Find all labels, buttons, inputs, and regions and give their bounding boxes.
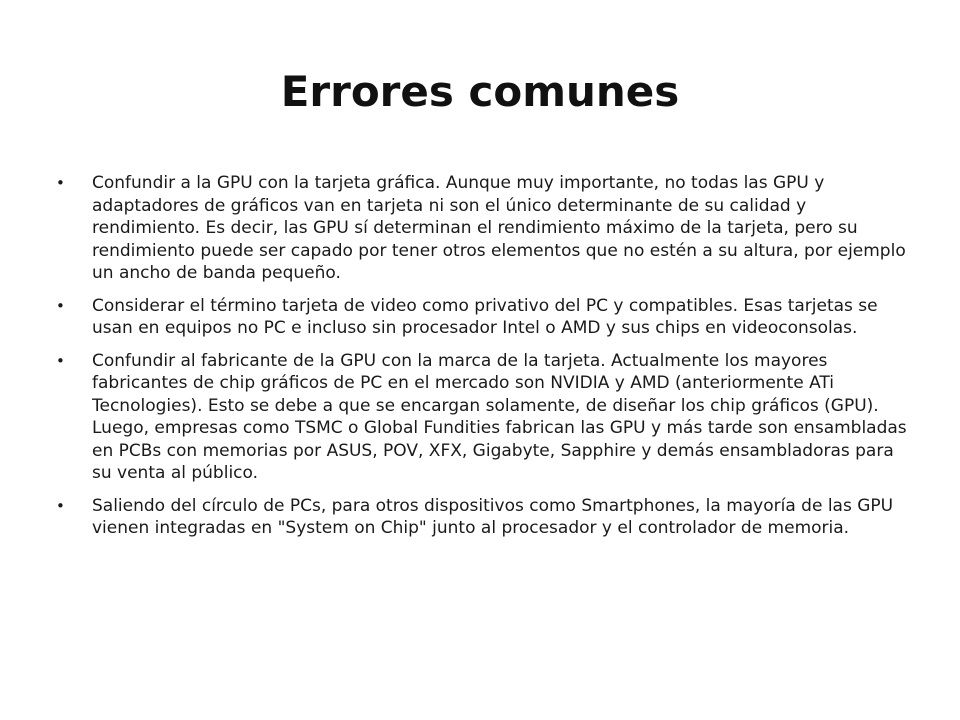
bullet-text: Confundir al fabricante de la GPU con la marca de la tarjeta. Actualmente los mayores fabricantes de chip gráficos de PC en el mercado son NVIDIA y AMD (anteriormente ATi Tecnologies). Esto se debe a que se encargan solamente, de diseñar los chip gráficos (GPU). Luego, empresas como TSMC o Global Fundities fabrican las GPU y más tarde son ensambladas en PCBs con memorias por ASUS, POV, XFX, Gigabyte, Sapphire y demás ensambladoras para su venta al público. bbox=[92, 350, 907, 483]
bullet-icon: • bbox=[56, 496, 65, 515]
bullet-list bbox=[56, 172, 916, 550]
slide-title: Errores comunes bbox=[280, 67, 680, 116]
bullet-text: Considerar el término tarjeta de video como privativo del PC y compatibles. Esas tarjetas se usan en equipos no PC e incluso sin procesador Intel o AMD y sus chips en videoconsolas. bbox=[92, 295, 878, 338]
bullet-item bbox=[56, 350, 916, 485]
bullet-item bbox=[56, 295, 916, 340]
bullet-text: Saliendo del círculo de PCs, para otros dispositivos como Smartphones, la mayoría de las GPU vienen integradas en "System on Chip" junto al procesador y el controlador de memoria. bbox=[92, 495, 894, 538]
bullet-text: Confundir a la GPU con la tarjeta gráfica. Aunque muy importante, no todas las GPU y adaptadores de gráficos van en tarjeta ni son el único determinante de su calidad y rendimiento. Es decir, las GPU sí determinan el rendimiento máximo de la tarjeta, pero su rendimiento puede ser capado por tener otros elementos que no estén a su altura, por ejemplo un ancho de banda pequeño. bbox=[92, 173, 906, 283]
bullet-icon: • bbox=[56, 351, 65, 370]
bullet-item bbox=[56, 495, 916, 540]
bullet-icon: • bbox=[56, 174, 65, 192]
bullet-icon: • bbox=[56, 296, 65, 315]
bullet-item bbox=[56, 172, 916, 285]
